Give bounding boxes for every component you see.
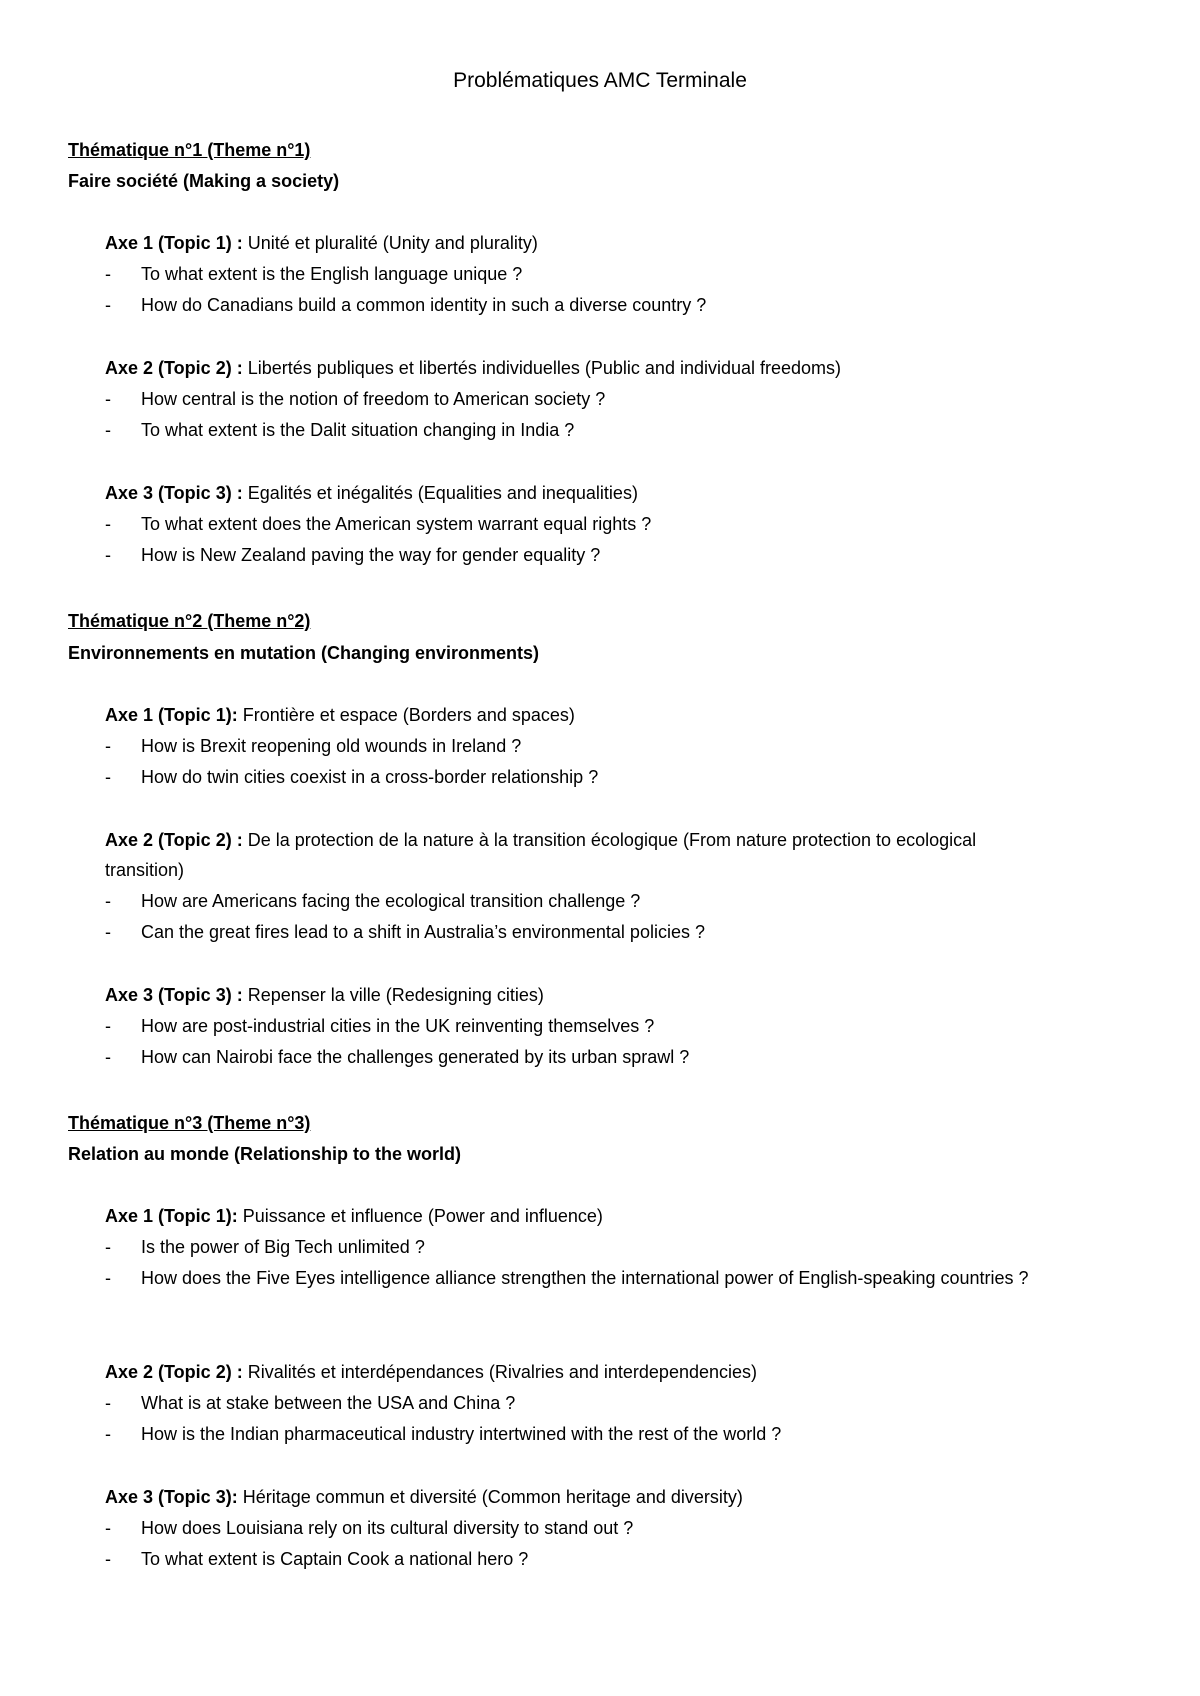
bullet-dash: - [105, 1016, 111, 1036]
question-text: To what extent is the Dalit situation changing in India ? [141, 420, 575, 440]
question-item [105, 1263, 1105, 1325]
bullet-dash: - [105, 1518, 111, 1538]
axe-text: Unité et pluralité (Unity and plurality) [242, 233, 538, 253]
axe-text: Libertés publiques et libertés individuelles (Public and individual freedoms) [242, 358, 842, 378]
axe-label: Axe 2 (Topic 2) : [105, 1362, 243, 1382]
theme-1-axe-1 [105, 228, 538, 258]
theme-1-axe-3 [105, 478, 638, 508]
question-text: How can Nairobi face the challenges generated by its urban sprawl ? [141, 1047, 690, 1067]
axe-label: Axe 3 (Topic 3): [105, 1487, 238, 1507]
axe-text-continuation: transition) [105, 860, 185, 880]
axe-text: Rivalités et interdépendances (Rivalries and interdependencies) [242, 1362, 757, 1382]
axe-label: Axe 1 (Topic 1): [105, 705, 238, 725]
bullet-dash: - [105, 922, 111, 942]
bullet-dash: - [105, 1047, 111, 1067]
bullet-dash: - [105, 1393, 111, 1413]
question-text: How is New Zealand paving the way for gender equality ? [141, 545, 601, 565]
question-text: How does the Five Eyes intelligence alliance strengthen the international power of English-speaking countries ? [141, 1268, 1029, 1288]
bullet-dash: - [105, 891, 111, 911]
question-text: To what extent is Captain Cook a national hero ? [141, 1549, 529, 1569]
theme-1-title: Faire société (Making a society) [68, 171, 340, 191]
theme-2-axe-3 [105, 980, 544, 1010]
theme-2-axe-1 [105, 700, 575, 730]
bullet-dash: - [105, 420, 111, 440]
theme-2-axe-2 [105, 825, 976, 855]
bullet-dash: - [105, 1268, 111, 1288]
bullet-dash: - [105, 1424, 111, 1444]
theme-1-number: Thématique n°1 (Theme n°1) [68, 140, 311, 160]
axe-label: Axe 1 (Topic 1): [105, 1206, 238, 1226]
question-text: How are post-industrial cities in the UK reinventing themselves ? [141, 1016, 655, 1036]
bullet-dash: - [105, 514, 111, 534]
theme-2-axe-2-continuation [105, 855, 184, 885]
axe-text: De la protection de la nature à la transition écologique (From nature protection to ecological [242, 830, 977, 850]
axe-label: Axe 1 (Topic 1) : [105, 233, 243, 253]
bullet-dash: - [105, 389, 111, 409]
bullet-dash: - [105, 545, 111, 565]
question-text: How is the Indian pharmaceutical industry intertwined with the rest of the world ? [141, 1424, 782, 1444]
question-text: What is at stake between the USA and China ? [141, 1393, 516, 1413]
question-text: How does Louisiana rely on its cultural diversity to stand out ? [141, 1518, 634, 1538]
bullet-dash: - [105, 1237, 111, 1257]
question-text: Is the power of Big Tech unlimited ? [141, 1237, 425, 1257]
theme-3-number: Thématique n°3 (Theme n°3) [68, 1113, 311, 1133]
question-text: To what extent is the English language unique ? [141, 264, 523, 284]
axe-label: Axe 3 (Topic 3) : [105, 483, 243, 503]
theme-3-axe-3 [105, 1482, 743, 1512]
question-text: How do twin cities coexist in a cross-border relationship ? [141, 767, 599, 787]
bullet-dash: - [105, 1549, 111, 1569]
theme-2-title: Environnements en mutation (Changing environments) [68, 643, 540, 663]
theme-3-axe-2 [105, 1357, 757, 1387]
theme-2-number: Thématique n°2 (Theme n°2) [68, 611, 311, 631]
axe-text: Héritage commun et diversité (Common heritage and diversity) [237, 1487, 743, 1507]
bullet-dash: - [105, 264, 111, 284]
axe-label: Axe 3 (Topic 3) : [105, 985, 243, 1005]
theme-1-axe-2 [105, 353, 841, 383]
question-text: Can the great fires lead to a shift in Australia’s environmental policies ? [141, 922, 705, 942]
axe-text: Repenser la ville (Redesigning cities) [242, 985, 544, 1005]
bullet-dash: - [105, 295, 111, 315]
theme-3-title: Relation au monde (Relationship to the world) [68, 1144, 462, 1164]
theme-3-axe-1 [105, 1201, 603, 1231]
question-text: To what extent does the American system warrant equal rights ? [141, 514, 652, 534]
question-text: How is Brexit reopening old wounds in Ireland ? [141, 736, 522, 756]
axe-text: Egalités et inégalités (Equalities and inequalities) [242, 483, 638, 503]
document-title: Problématiques AMC Terminale [453, 69, 747, 92]
question-text: How do Canadians build a common identity in such a diverse country ? [141, 295, 707, 315]
axe-label: Axe 2 (Topic 2) : [105, 830, 243, 850]
question-text: How are Americans facing the ecological transition challenge ? [141, 891, 641, 911]
axe-label: Axe 2 (Topic 2) : [105, 358, 243, 378]
bullet-dash: - [105, 736, 111, 756]
question-text: How central is the notion of freedom to American society ? [141, 389, 606, 409]
axe-text: Frontière et espace (Borders and spaces) [237, 705, 575, 725]
bullet-dash: - [105, 767, 111, 787]
axe-text: Puissance et influence (Power and influence) [237, 1206, 603, 1226]
